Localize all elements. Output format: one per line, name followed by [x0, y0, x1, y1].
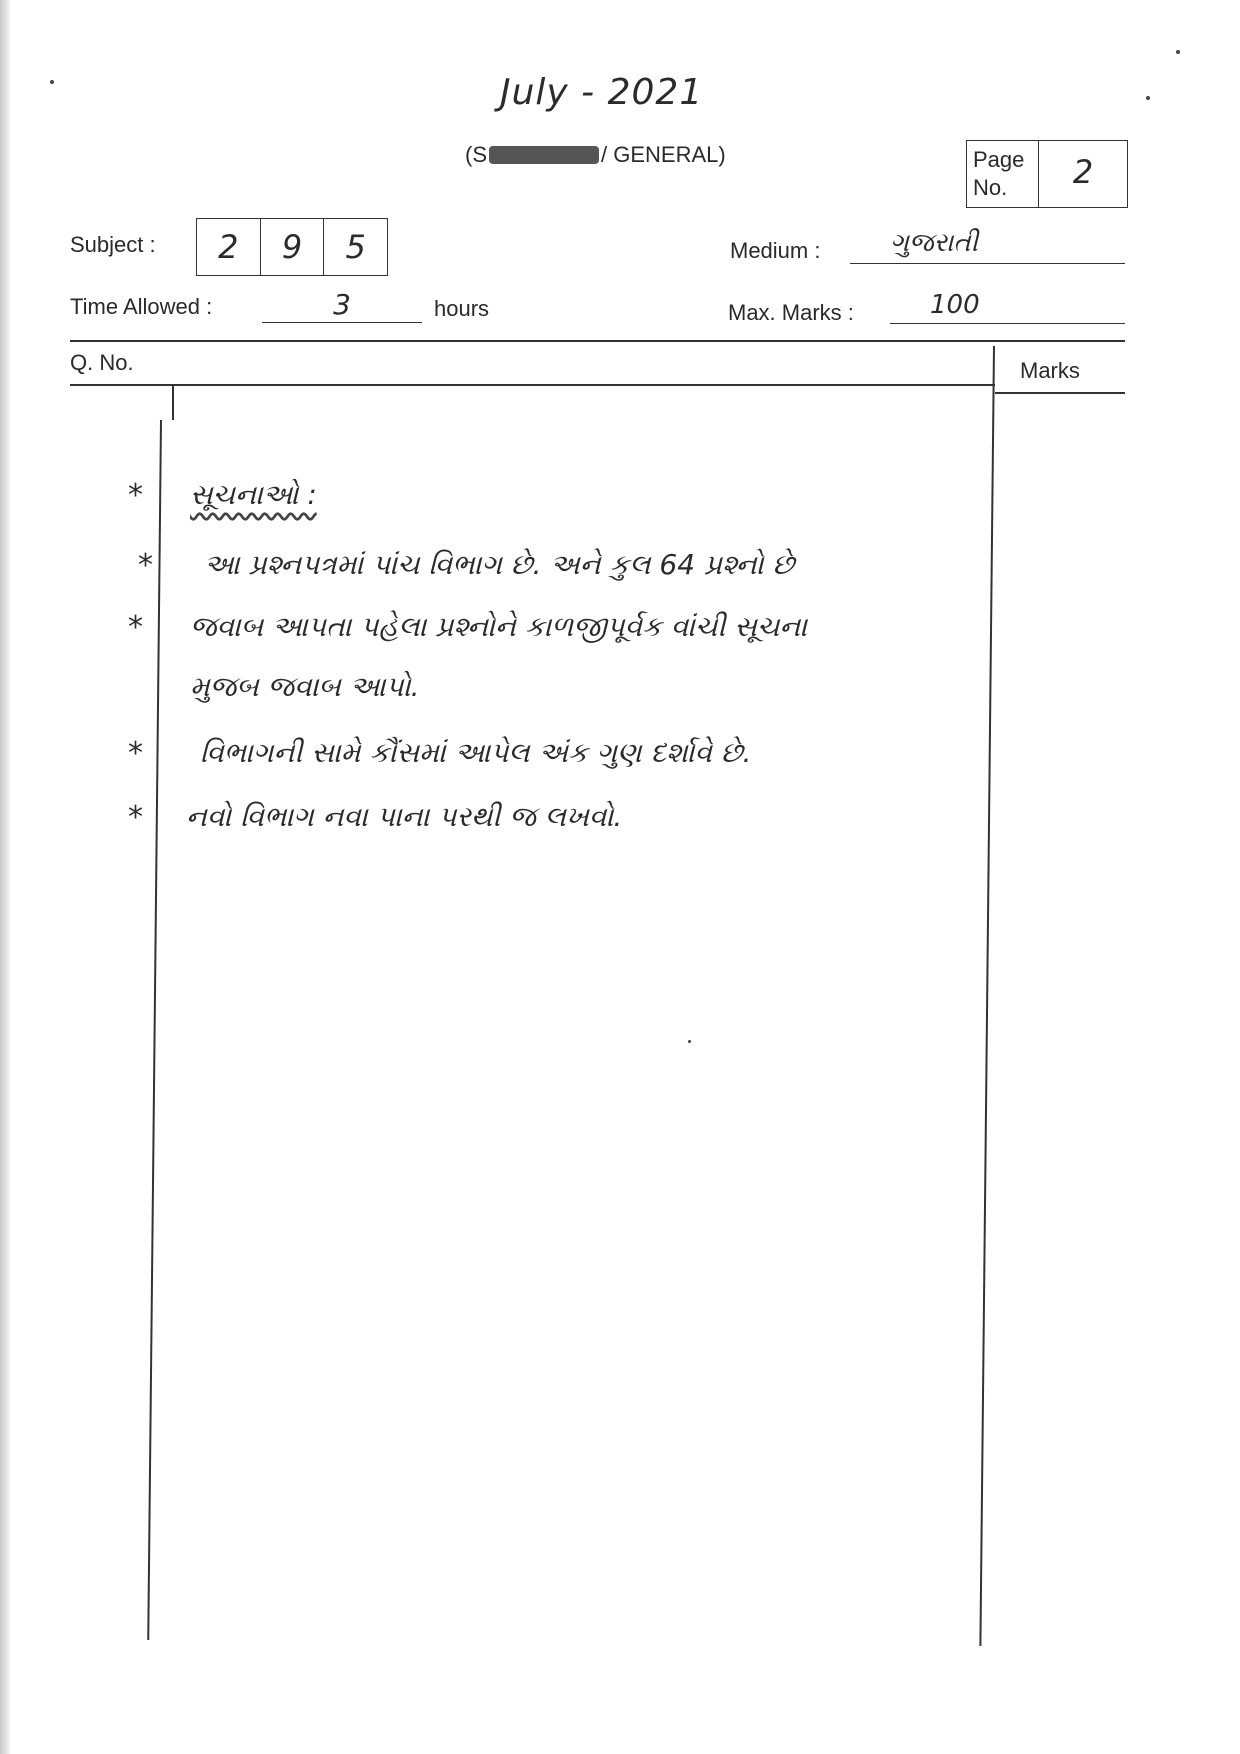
scan-left-edge [0, 0, 10, 1754]
subject-digit: 5 [345, 228, 366, 266]
qno-column-line [147, 420, 161, 1640]
medium-label: Medium : [730, 238, 821, 263]
scan-speck [1146, 96, 1150, 100]
bullet-star: * [128, 800, 143, 835]
scan-speck [50, 80, 54, 84]
exam-category [465, 142, 726, 168]
instruction-text: જવાબ આપતા પહેલા પ્રશ્નોને કાળજીપૂર્વક વાંચી સૂચના [190, 610, 808, 643]
table-top-rule [70, 340, 1125, 342]
instruction-text: વિભાગની સામે કૌંસમાં આપેલ અંક ગુણ દર્શાવે છે. [200, 736, 752, 769]
exam-date: July - 2021 [500, 72, 704, 113]
subject-digit: 2 [197, 219, 261, 275]
page-number-box [966, 140, 1128, 208]
page-label: Page No. [967, 141, 1039, 207]
qno-header: Q. No. [70, 350, 134, 375]
category-suffix: / GENERAL) [601, 142, 726, 167]
scan-speck [1176, 50, 1180, 54]
marks-header-rule [995, 392, 1125, 394]
subject-digit: 9 [261, 219, 325, 275]
bullet-star: * [138, 548, 153, 583]
bullet-star: * [128, 478, 143, 513]
instruction-text: આ પ્રશ્નપત્રમાં પાંચ વિભાગ છે. અને કુલ 64 પ્રશ્નો છે [204, 548, 795, 581]
time-allowed-value: 3 [262, 288, 422, 323]
marks-column-line [979, 346, 994, 1646]
page-number: 2 [1072, 153, 1094, 191]
instruction-text: મુજબ જવાબ આપો. [190, 670, 420, 703]
medium-value: ગુજરાતી [850, 228, 1125, 264]
bullet-star: * [128, 736, 143, 771]
max-marks-value: 100 [890, 290, 1125, 324]
marks-header: Marks [1020, 358, 1080, 383]
subject-label: Subject : [70, 232, 156, 257]
scan-speck [688, 1040, 691, 1043]
table-header-rule [70, 384, 995, 386]
instruction-text: નવો વિભાગ નવા પાના પરથી જ લખવો. [186, 800, 623, 833]
instructions-title: સૂચનાઓ : [190, 478, 317, 511]
subject-code-box [196, 218, 388, 276]
qno-column-line-top [172, 384, 174, 420]
bullet-star: * [128, 610, 143, 645]
hours-label: hours [434, 296, 490, 321]
redaction-mark [489, 146, 599, 164]
max-marks-label: Max. Marks : [728, 300, 854, 325]
time-allowed-label: Time Allowed : [70, 294, 213, 319]
category-prefix: (S [465, 142, 487, 167]
